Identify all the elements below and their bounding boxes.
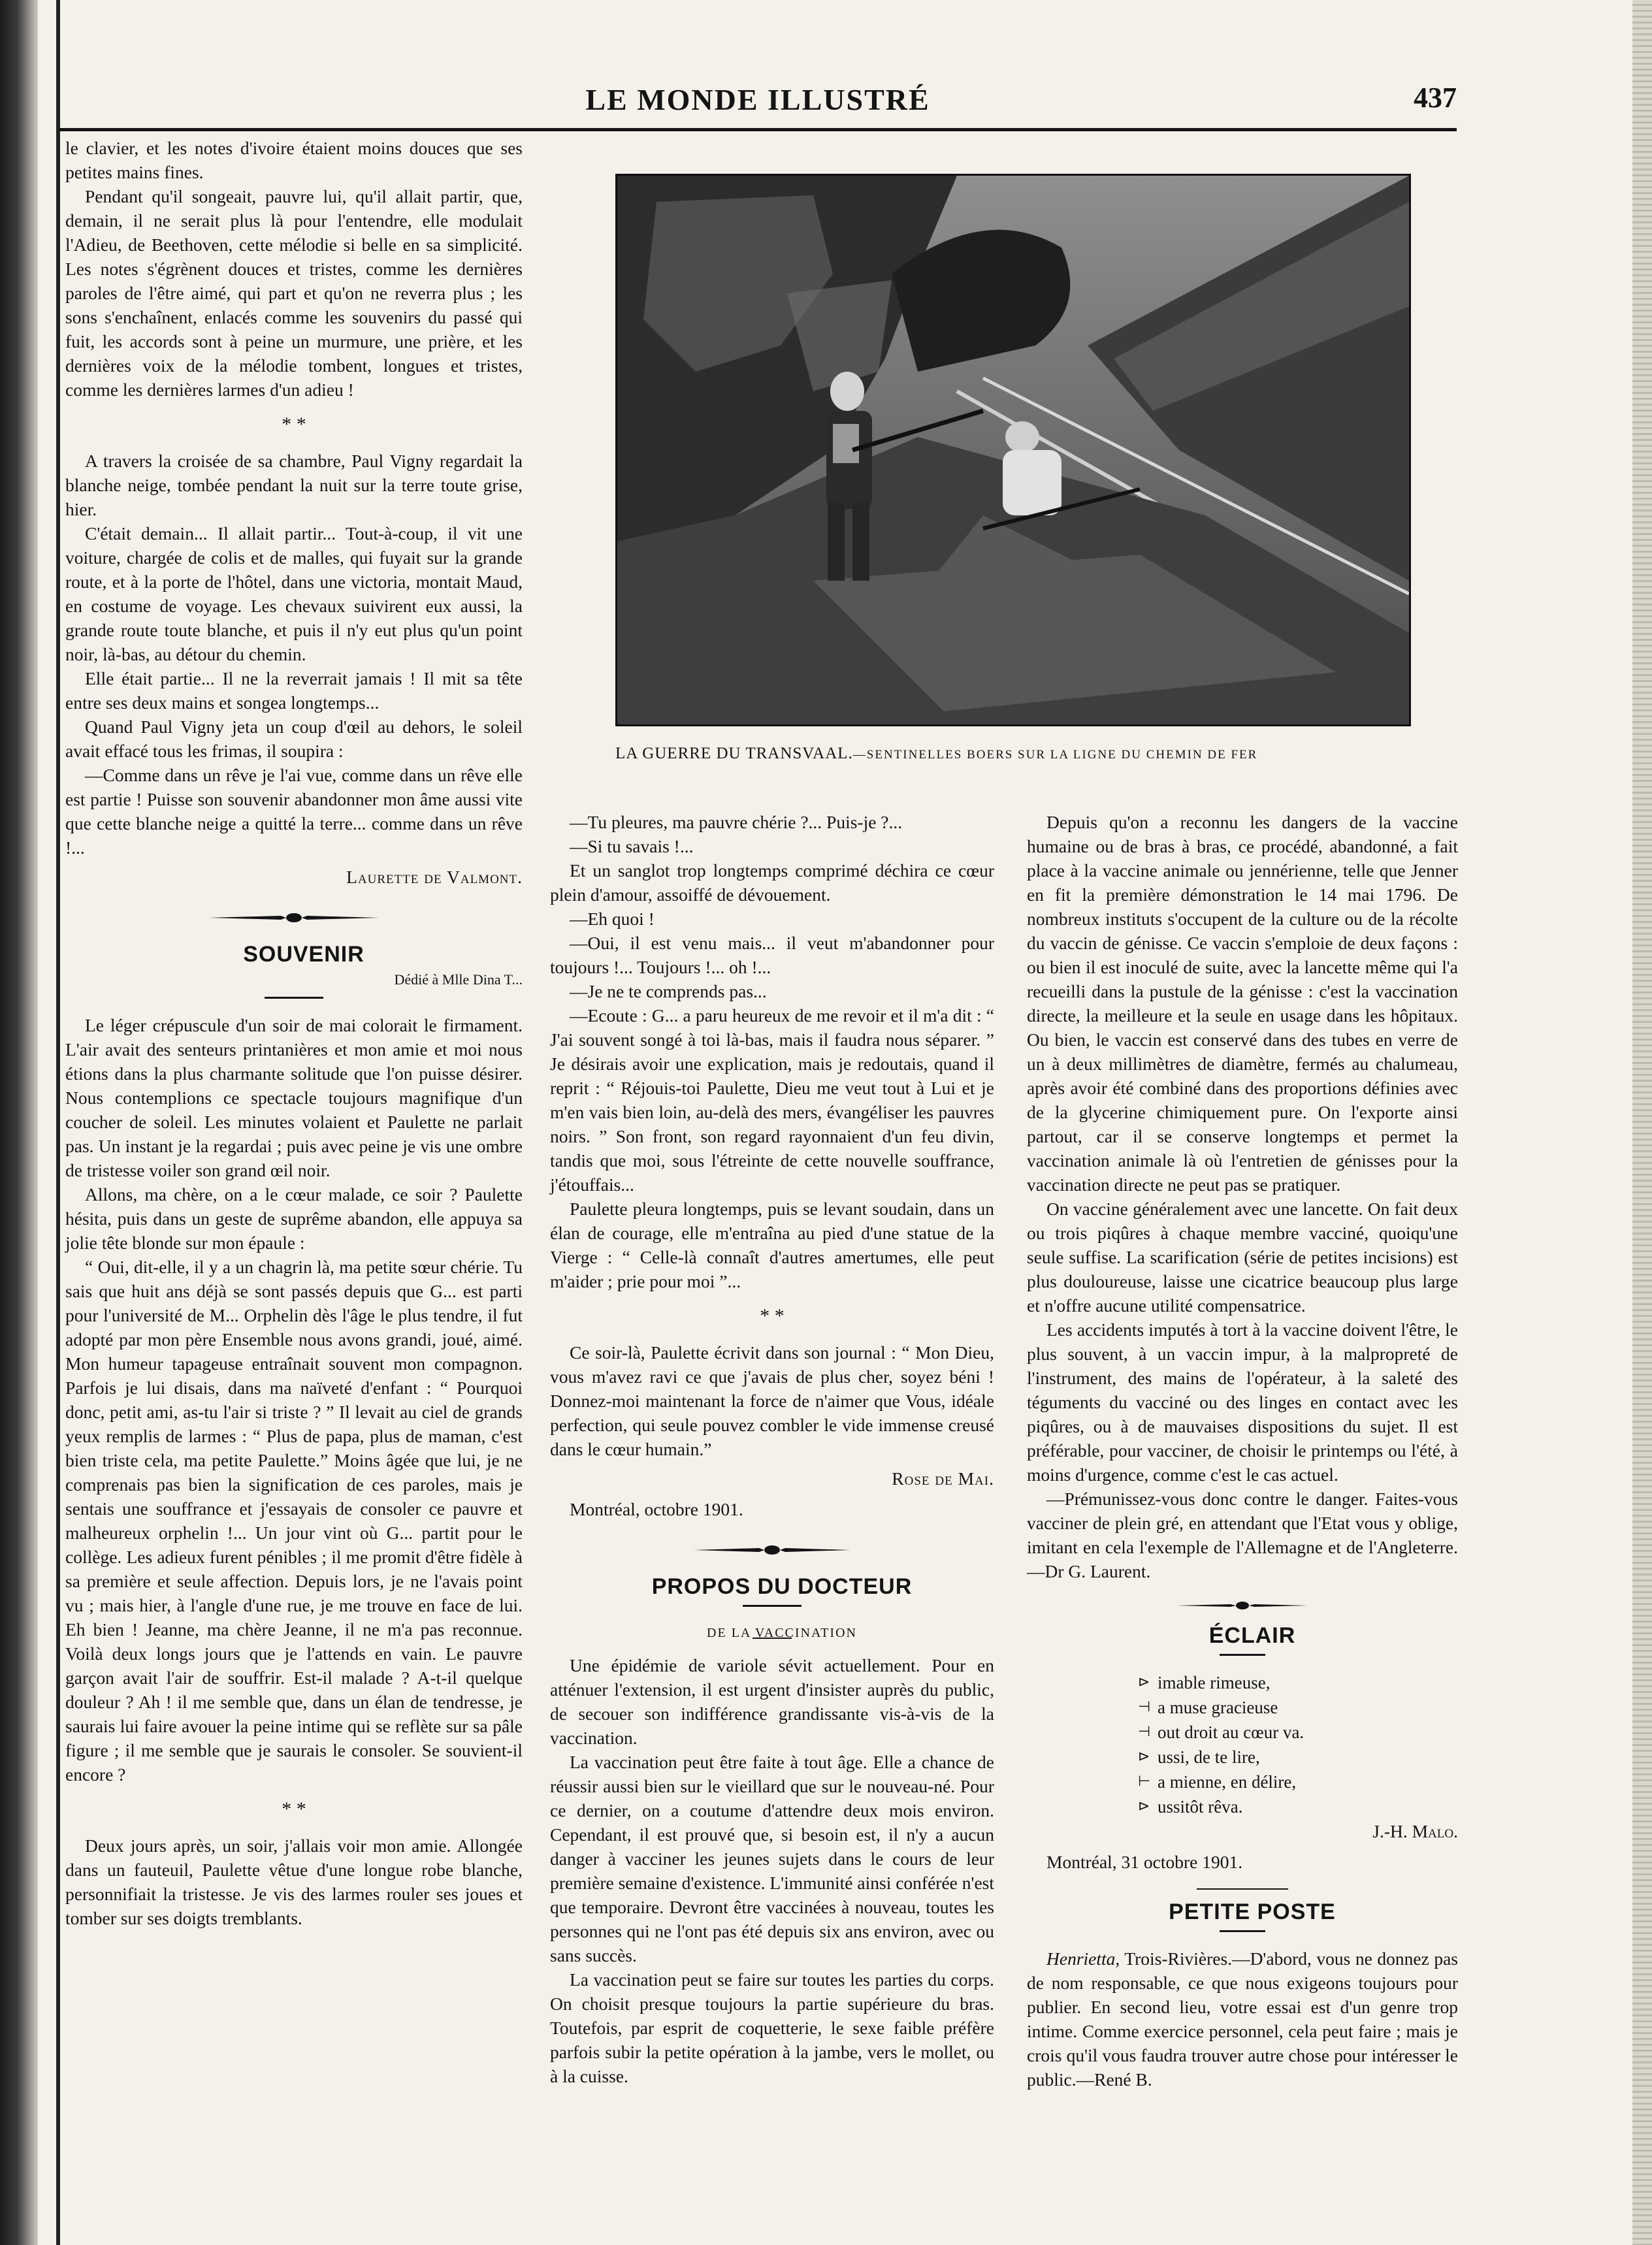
initial-glyph: ⊣	[1138, 1724, 1151, 1740]
initial-glyph: ⊳	[1138, 1749, 1150, 1765]
poem-line-text: ussitôt rêva.	[1158, 1797, 1243, 1817]
poem-line-text: a muse gracieuse	[1158, 1698, 1278, 1717]
photo-caption	[615, 745, 1419, 763]
paragraph: “ Oui, dit-elle, il y a un chagrin là, ma petite sœur chérie. Tu sais que huit ans déjà se sont passés depuis que G... est parti pour l'université de M... Orphelin dès l'âge le plus tendre, il fut adopté par mon père Ensemble nous avons grandi, joué, aimé. Mon humeur tapageuse entraînait souvent mon compagnon. Parfois je lui disais, dans ma naïveté d'enfant : “ Pourquoi donc, petit ami, as-tu l'air si triste ? ” Il levait au ciel de grands yeux remplis de larmes : “ Plus de papa, plus de maman, c'est bien triste cela, ma petite Paulette.” Moins âgée que lui, je ne comprenais pas bien la signification de ces paroles, mais je sentais une souffrance et j'essayais de consoler ce pauvre et malheureux orphelin !... Un jour vint où G... partit pour le collège. Les adieux furent pénibles ; il me promit d'être fidèle à sa première et seule affection. Depuis lors, je ne l'avais point vu ; mais hier, à l'angle d'une rue, je me trouve en face de lui. Eh bien ! Jeanne, ma chère Jeanne, il ne m'a pas reconnue. Voilà deux longs jours que je l'attends en vain. Le pauvre garçon avait l'air de souffrir. Est-il malade ? A-t-il quelque douleur ? Ah ! il me semble que, dans un élan de tendresse, je saurais lui faire avouer la peine intime qui se reflète sur sa pâle figure ; il me semble que je saurais le consoler. Se souvient-il encore ?	[65, 1257, 523, 1785]
paragraph: Elle était partie... Il ne la reverrait jamais ! Il mit sa tête entre ses deux mains et songea longtemps...	[65, 668, 523, 713]
asterism: * *	[282, 413, 306, 435]
paragraph: Depuis qu'on a reconnu les dangers de la vaccine humaine ou de bras à bras, ce procédé, abandonné, a fait place à la vaccine animale ou jennérienne, telle que Jenner en fit la première démonstration le 14 mai 1796. De nombreux instituts s'occupent de la culture ou de la récolte du vaccin de génisse. Ce vaccin s'emploie de deux façons : ou bien il est inoculé de suite, avec la lancette même qui l'a recueilli dans la pustule de la génisse : c'est la vaccination directe, la meilleure et la seule en usage dans les hôpitaux. Ou bien, le vaccin est conservé dans des tubes en verre de un à deux millimètres de diamètre, fermés au chalumeau, après avoir été combiné dans des proportions définies avec de la glycerine chimiquement pure. On l'exporte ainsi partout, car il se conserve longtemps et permet la vaccination animale là où l'entretien de génisses pour la vaccination directe ne peut pas se pratiquer.	[1027, 812, 1458, 1195]
poem-line	[1138, 1745, 1458, 1769]
initial-glyph: ⊳	[1138, 1674, 1150, 1690]
photograph-boer-sentinels	[615, 174, 1411, 726]
short-rule	[1220, 1654, 1265, 1656]
page-edge	[1632, 0, 1652, 2245]
paragraph: Et un sanglot trop longtemps comprimé déchira ce cœur plein d'amour, assoiffé de dévouement.	[550, 860, 994, 905]
asterism: * *	[760, 1305, 785, 1327]
paragraph: Ce soir-là, Paulette écrivit dans son journal : “ Mon Dieu, vous m'avez ravi ce que j'avais de plus cher, soyez béni ! Donnez-moi maintenant la force de n'aimer que Vous, idéale perfection, qui seule pouvez combler le vide immense creusé dans le cœur humain.”	[550, 1342, 994, 1459]
caption-main: LA GUERRE DU TRANSVAAL.	[615, 745, 853, 762]
paragraph: —Eh quoi !	[570, 909, 655, 929]
paragraph: —Comme dans un rêve je l'ai vue, comme dans un rêve elle est partie ! Puisse son souvenir abandonner mon âme aussi vite que cette blanche neige a quitté la terre... comme dans un rêve !...	[65, 765, 523, 858]
initial-glyph: ⊢	[1138, 1773, 1151, 1790]
dateline: Montréal, 31 octobre 1901.	[1046, 1852, 1243, 1872]
short-rule	[1197, 1888, 1288, 1890]
poem-line	[1138, 1769, 1458, 1794]
author-signature: Laurette de Valmont.	[346, 867, 523, 887]
poem-signature: J.-H. Malo.	[1372, 1821, 1458, 1841]
poem-line	[1138, 1670, 1458, 1695]
paragraph: La vaccination peut être faite à tout âge. Elle a chance de réussir aussi bien sur le vieillard que sur le nouveau-né. Pour ce dernier, on a coutume d'attendre deux mois environ. Cependant, il est prouvé que, si besoin est, il n'y a aucun danger à vacciner les jeunes sujets dans le cours de leur première semaine d'existence. L'immunité ainsi conférée n'est que temporaire. Devront être vaccinées à nouveau, toutes les personnes qui ne l'ont pas été depuis six ans environ, avec ou sans succès.	[550, 1752, 994, 1965]
header-rule	[59, 128, 1457, 131]
section-title-petite-poste: PETITE POSTE	[1169, 1899, 1336, 1924]
paragraph: —Tu pleures, ma pauvre chérie ?... Puis-je ?...	[570, 812, 903, 832]
section-title-souvenir: SOUVENIR	[243, 942, 364, 967]
dateline: Montréal, octobre 1901.	[570, 1499, 743, 1519]
page-header	[59, 77, 1457, 128]
poem-line-text: out droit au cœur va.	[1158, 1722, 1304, 1742]
paragraph: —Prémunissez-vous donc contre le danger. Faites-vous vacciner de plein gré, en attendant que l'Etat vous y oblige, imitant en cela l'exemple de l'Allemagne et de l'Angleterre.—Dr G. Laurent.	[1027, 1489, 1458, 1581]
asterism: * *	[282, 1798, 306, 1820]
paragraph: Pendant qu'il songeait, pauvre lui, qu'il allait partir, que, demain, il ne serait plus là pour l'entendre, elle modulait l'Adieu, de Beethoven, cette mélodie si belle en sa simplicité. Les notes s'égrènent douces et tristes, comme les dernières paroles de l'être aimé, qui part et qu'on ne reverra plus ; les sons s'enchaînent, enlacés comme les souvenirs du passé qui fuit, les accords sont à peine un murmure, une prière, et les dernières voix de la mélodie tombent, longues et tristes, comme les dernières larmes d'un adieu !	[65, 186, 523, 400]
paragraph: Le léger crépuscule d'un soir de mai colorait le firmament. L'air avait des senteurs printanières et mon amie et moi nous étions dans la plus charmante solitude que l'on puisse désirer. Nous contemplions ce spectacle toujours magnifique d'un coucher de soleil. Les minutes volaient et Paulette ne parlait pas. Un instant je la regardai ; puis avec peine je vis une ombre de tristesse voiler son grand œil noir.	[65, 1015, 523, 1180]
paragraph: le clavier, et les notes d'ivoire étaient moins douces que ses petites mains fines.	[65, 138, 523, 182]
paragraph: —Oui, il est venu mais... il veut m'abandonner pour toujours !... Toujours !... oh !...	[550, 933, 994, 977]
poem-line	[1138, 1794, 1458, 1819]
paragraph: On vaccine généralement avec une lancette. On fait deux ou trois piqûres à chaque membre vacciné, quoiqu'une seule suffise. La scarification (série de petites incisions) est plus douloureuse, laisse une cicatrice beaucoup plus large et n'offre aucune utilité compensatrice.	[1027, 1199, 1458, 1316]
poem-line-text: a mienne, en délire,	[1158, 1772, 1297, 1792]
paragraph: Les accidents imputés à tort à la vaccine doivent l'être, le plus souvent, à un vaccin impur, à la malpropreté de l'instrument, des mains de l'opérateur, à la saleté des téguments du vacciné ou des linges en contact avec les piqûres, ou à de mauvaises dispositions du sujet. Il est préférable, pour vacciner, de choisir le printemps ou l'été, à moins d'urgence, comme c'est le cas actuel.	[1027, 1319, 1458, 1485]
paragraph: C'était demain... Il allait partir... Tout-à-coup, il vit une voiture, chargée de colis et de malles, qui fuyait sur la grande route, et à la porte de l'hôtel, dans une victoria, montait Maud, en costume de voyage. Les chevaux suivirent eux aussi, la grande route toute blanche, et puis il n'y eut plus qu'un point noir, là-bas, au détour du chemin.	[65, 523, 523, 664]
photo-illustration	[617, 176, 1409, 724]
ornament-divider	[694, 1543, 850, 1557]
paragraph	[1027, 1946, 1458, 2092]
paragraph: A travers la croisée de sa chambre, Paul Vigny regardait la blanche neige, tombée pendant la nuit sur la terre toute grise, hier.	[65, 451, 523, 519]
paragraph: —Je ne te comprends pas...	[570, 981, 767, 1001]
book-spine-shadow	[0, 0, 38, 2245]
paragraph: Paulette pleura longtemps, puis se levant soudain, dans un élan de courage, elle m'entraîna au pied d'une statue de la Vierge : “ Celle-là connaît d'autres amertumes, elle peut m'aider ; prie pour moi ”...	[550, 1199, 994, 1291]
section-title-propos: PROPOS DU DOCTEUR	[651, 1574, 913, 1599]
acrostic-poem	[1138, 1670, 1458, 1819]
binding-line	[56, 0, 60, 2245]
short-rule	[743, 1605, 802, 1607]
paragraph: —Ecoute : G... a paru heureux de me revoir et il m'a dit : “ J'ai souvent songé à toi là-bas, mais il faudra nous séparer. ” Je désirais avoir une explication, mais je redoutais, quand il reprit : “ Réjouis-toi Paulette, Dieu me veut tout à Lui et je m'en vais bien loin, au-delà des mers, évangéliser les pauvres noirs. ” Son front, son regard rayonnaient d'un feu divin, tandis que moi, sous l'étreinte de cette nouvelle souffrance, j'étouffais...	[550, 1005, 994, 1195]
poem-line	[1138, 1695, 1458, 1720]
column-left	[65, 136, 523, 1930]
poem-line	[1138, 1720, 1458, 1745]
column-middle	[550, 810, 994, 2088]
ornament-divider	[209, 911, 379, 924]
poem-line-text: imable rimeuse,	[1158, 1673, 1271, 1692]
short-rule	[1220, 1930, 1265, 1932]
dedication: Dédié à Mlle Dina T...	[394, 971, 523, 988]
paragraph: Allons, ma chère, on a le cœur malade, ce soir ? Paulette hésita, puis dans un geste de suprême abandon, elle appuya sa jolie tête blonde sur mon épaule :	[65, 1184, 523, 1253]
author-signature: Rose de Mai.	[892, 1468, 994, 1489]
caption-sub: —SENTINELLES BOERS SUR LA LIGNE DU CHEMIN DE FER	[852, 748, 1258, 762]
section-title-eclair: ÉCLAIR	[1208, 1623, 1296, 1648]
newspaper-title: LE MONDE ILLUSTRÉ	[585, 83, 930, 116]
reply-text: Trois-Rivières.—D'abord, vous ne donnez pas de nom responsable, ce que nous exigeons toujours pour publier. En second lieu, votre essai est d'un genre trop intime. Comme exercice personnel, cela peut faire ; mais je crois qu'il vous faudra trouver autre chose pour intéresser le public.—René B.	[1027, 1948, 1458, 2090]
short-rule	[265, 997, 323, 999]
paragraph: La vaccination peut se faire sur toutes les parties du corps. On choisit presque toujours la partie supérieure du bras. Toutefois, par esprit de coquetterie, le sexe faible préfère parfois subir la petite opération à la jambe, vers le mollet, ou à la cuisse.	[550, 1969, 994, 2086]
column-right	[1027, 810, 1458, 2092]
section-subtitle: DE LA VACCINATION	[707, 1626, 857, 1640]
correspondent-name: Henrietta,	[1046, 1948, 1120, 1969]
paragraph: Une épidémie de variole sévit actuellement. Pour en atténuer l'extension, il est urgent d'insister auprès du public, de secouer son indifférence grandissante vis-à-vis de la vaccination.	[550, 1655, 994, 1748]
paragraph: —Si tu savais !...	[570, 836, 694, 856]
paragraph: Deux jours après, un soir, j'allais voir mon amie. Allongée dans un fauteuil, Paulette vêtue d'une longue robe blanche, personnifiait la tristesse. Je vis des larmes rouler ses joues et tomber sur ses doigts tremblants.	[65, 1835, 523, 1928]
initial-glyph: ⊳	[1138, 1798, 1150, 1815]
paragraph: Quand Paul Vigny jeta un coup d'œil au dehors, le soleil avait effacé tous les frimas, il soupira :	[65, 717, 523, 761]
initial-glyph: ⊣	[1138, 1699, 1151, 1715]
ornament-divider	[1177, 1600, 1308, 1611]
poem-line-text: ussi, de te lire,	[1158, 1747, 1260, 1767]
page-number: 437	[1414, 82, 1457, 114]
